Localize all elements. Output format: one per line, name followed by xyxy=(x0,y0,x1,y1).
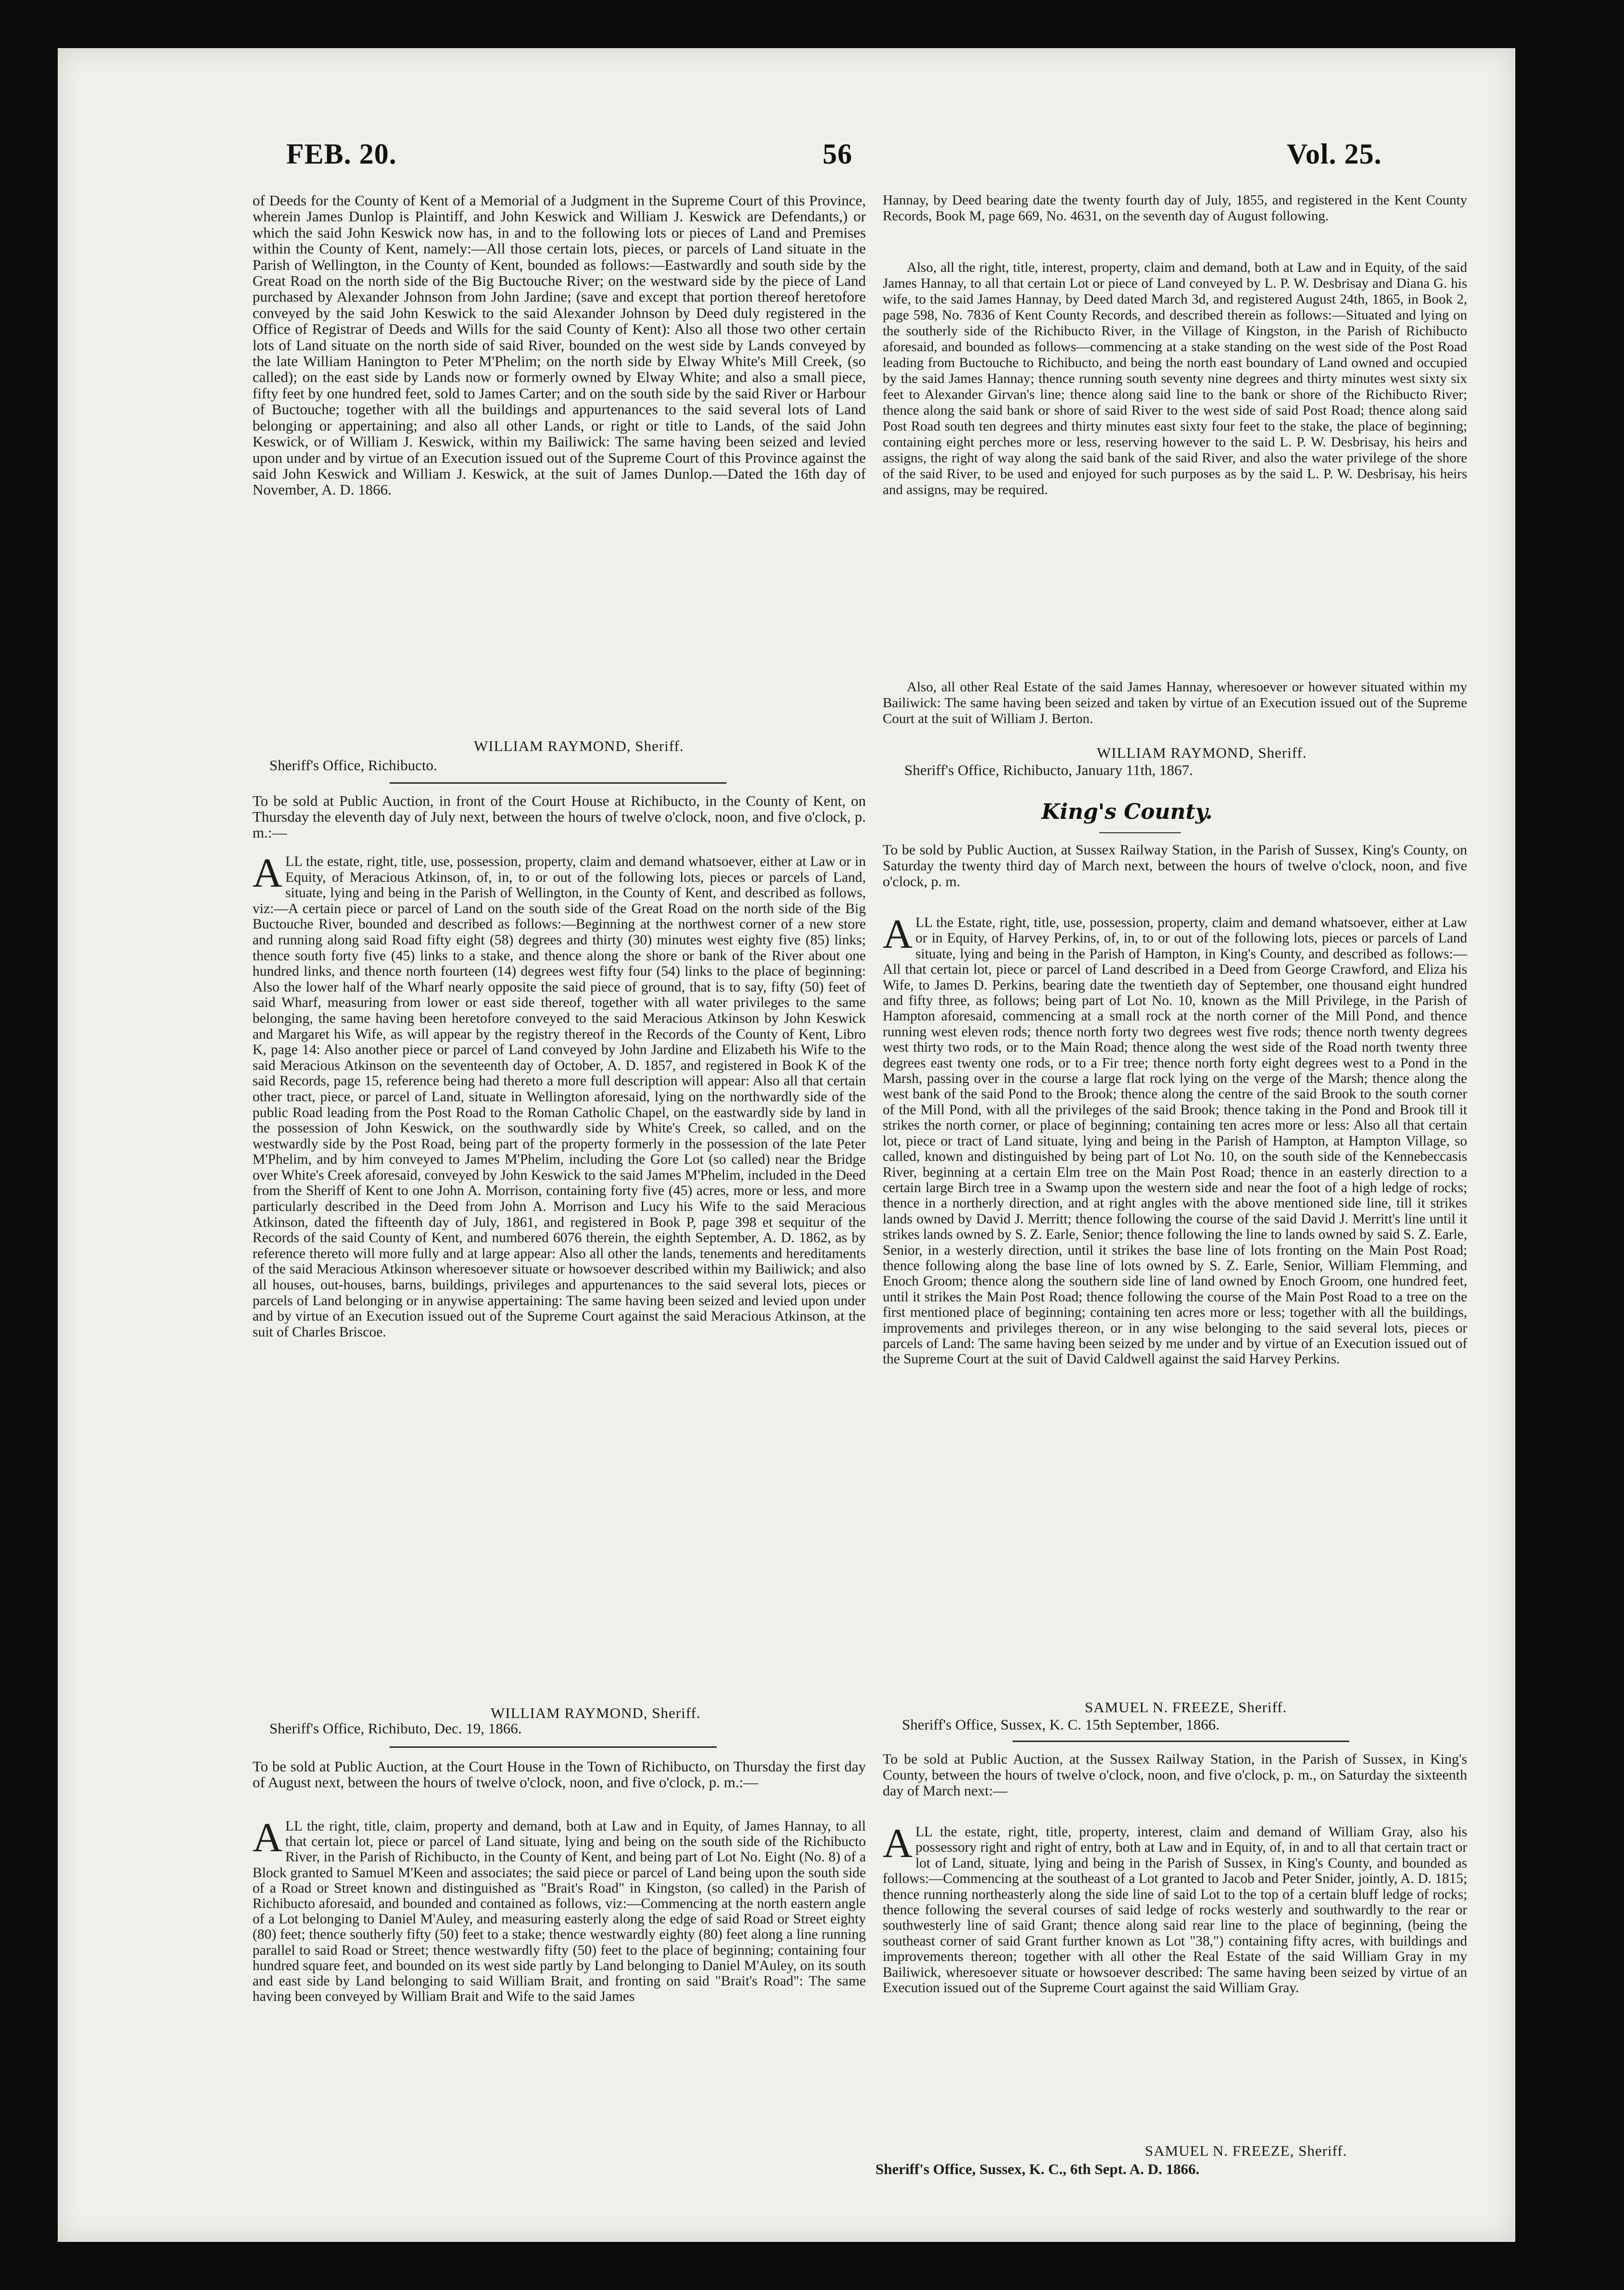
notice-perkins-text: LL the Estate, right, title, use, possession, property, claim and demand whatsoever, either at Law or in Equity, of Harvey Perkins, of, in, to or out of the following lots, pieces or parcels of Land situate, lying and being in the Parish of Hampton, in King's County, and described as follows:—All that certain lot, piece or parcel of Land described in a Deed from George Crawford, and Eliza his Wife, to James D. Perkins, bearing date the twentieth day of September, one thousand eight hundred and fifty three, as follows; being part of Lot No. 10, known as the Mill Privilege, in the Parish of Hampton aforesaid, commencing at a small rock at the north corner of the Mill Pond, and thence running west eleven rods; thence north forty two degrees west five rods; thence north twenty degrees west thirty two rods, or to the Main Road; thence along the west side of the Road north twenty three degrees east twenty one rods, or to a Fir tree; thence north forty eight degrees west to a Pond in the Marsh, passing over in the course a large flat rock lying on the verge of the Marsh; thence along the west bank of the said Pond to the Brook; thence along the centre of the said Brook to the south corner of the Mill Pond, with all the privileges of the said Brook; thence taking in the Pond and Brook till it strikes the north corner, or place of beginning; containing ten acres more or less: Also all that certain lot, piece or tract of Land situate, lying and being in the Parish of Hampton, at Hampton Village, so called, known and distinguished by being part of Lot No. 10, on the south side of the Kennebeccasis River, beginning at a certain Elm tree on the Main Post Road; thence in an easterly direction to a certain large Birch tree in a Swamp upon the western side and near the foot of a high ledge of rocks; thence in a northerly direction, and at right angles with the above mentioned side line, till it strikes lands owned by David J. Merritt; thence following the course of the said David J. Merritt's line until it strikes lands owned by S. Z. Earle, Senior; thence following the line to lands owned by said S. Z. Earle, Senior, in a westerly direction, until it strikes the base line of lots fronting on the Main Post Road; thence following along the base line of lots owned by S. Z. Earle, Senior, William Flemming, and Enoch Groom; thence along the southern side line of land owned by Enoch Groom, one hundred feet, until it strikes the Main Post Road; thence following the course of the Main Post Road to a tree on the first mentioned place of beginning; containing ten acres more or less; together with all the buildings, improvements and privileges thereon, or in any wise belonging to the said several lots, pieces or parcels of Land: The same having been seized by me under and by virtue of an Execution issued out of the Supreme Court at the suit of David Caldwell against the said Harvey Perkins. xyxy=(883,915,1467,1367)
notice-perkins-body xyxy=(883,911,1467,1694)
drop-cap: A xyxy=(883,911,913,957)
ink-blot xyxy=(1518,1758,1551,1792)
heading-underline xyxy=(1099,832,1181,833)
sheriff-signature: WILLIAM RAYMOND, Sheriff. xyxy=(474,738,684,754)
notice-hannay-other-estate: Also, all other Real Estate of the said James Hannay, wheresoever or however situated within my Bailiwick: The same having been seized and taken by virtue of an Execution issued out of the Supreme Court at the suit of William J. Berton. xyxy=(883,679,1467,726)
sheriff-office-line: Sheriff's Office, Sussex, K. C. 15th September, 1866. xyxy=(902,1716,1220,1733)
newspaper-page xyxy=(58,48,1515,2242)
notice-gray-body xyxy=(883,1820,1467,2142)
notice-hannay-intro: To be sold at Public Auction, at the Court House in the Town of Richibucto, on Thursday the first day of August next, between the hours of twelve o'clock, noon, and five o'clock, p. m.:— xyxy=(253,1758,866,1791)
sheriff-office-line: Sheriff's Office, Richibucto. xyxy=(269,757,437,774)
notice-hannay-continued: Hannay, by Deed bearing date the twenty fourth day of July, 1855, and registered in the Kent County Records, Book M, page 669, No. 4631, on the seventh day of August following. xyxy=(883,192,1467,224)
notice-divider xyxy=(390,1746,717,1748)
notice-desbrisay-lot: Also, all the right, title, interest, property, claim and demand, both at Law and in Equity, of the said James Hannay, to all that certain Lot or piece of Land conveyed by L. P. W. Desbrisay and Diana G. his wife, to the said James Hannay, by Deed dated March 3d, and registered August 24th, 1865, in Book 2, page 598, No. 7836 of Kent County Records, and described therein as follows:—Situated and lying on the southerly side of the Richibucto River, in the Village of Kingston, in the Parish of Richibucto aforesaid, and bounded as follows—commencing at a stake standing on the west side of the Post Road leading from Buctouche to Richibucto, and being the north east boundary of Land owned and occupied by the said James Hannay; thence running south seventy nine degrees and thirty minutes west sixty six feet to Alexander Girvan's line; thence along said line to the bank or shore of the Richibucto River; thence along the said bank or shore of said River to the west side of said Post Road; thence along said Post Road south ten degrees and thirty minutes east sixty four feet to the stake, the place of beginning; containing eight perches more or less, reserving however to the said L. P. W. Desbrisay, his heirs and assigns, the right of way along the said bank of the said River, and also the water privilege of the shore of the said River, to be used and enjoyed for such purposes as by the said L. P. W. Desbrisay, his heirs and assigns, may be required. xyxy=(883,260,1467,497)
notice-gray-intro: To be sold at Public Auction, at the Sussex Railway Station, in the Parish of Sussex, in King's County, between the hours of twelve o'clock, noon, and five o'clock, p. m., on Saturday the sixteenth day of March next:— xyxy=(883,1751,1467,1799)
sheriff-office-line: Sheriff's Office, Sussex, K. C., 6th Sept. A. D. 1866. xyxy=(875,2161,1200,2177)
sheriff-office-line: Sheriff's Office, Richibucto, January 11th, 1867. xyxy=(904,762,1193,778)
sheriff-signature: WILLIAM RAYMOND, Sheriff. xyxy=(1097,744,1307,761)
notice-hannay-body xyxy=(253,1814,866,2213)
drop-cap: A xyxy=(253,1814,283,1860)
drop-cap: A xyxy=(883,1820,913,1866)
sheriff-signature: WILLIAM RAYMOND, Sheriff. xyxy=(491,1705,701,1721)
notice-atkinson-text: LL the estate, right, title, use, possession, property, claim and demand whatsoever, either at Law or in Equity, of Meracious Atkinson, of, in, to or out of the following lots, pieces or parcels of Land, situate, lying and being in the Parish of Wellington, in the County of Kent, and described as follows, viz:—A certain piece or parcel of Land on the south side of the Great Road on the north side of the Big Buctouche River, bounded and described as follows:—Beginning at the northwest corner of a new store and running along said Road fifty eight (58) degrees and thirty (30) minutes west eighty five (85) links; thence south forty five (45) links to a stake, and thence along the shore or bank of the River about one hundred links, and thence north fourteen (14) degrees west fifty four (54) links to the place of beginning: Also the lower half of the Wharf nearly opposite the said piece of ground, that is to say, fifty (50) feet of said Wharf, measuring from lower or east side thereof, together with all water privileges to the same belonging, the same having been heretofore conveyed to the said Meracious Atkinson by John Keswick and Margaret his Wife, as will appear by the registry thereof in the Records of the County of Kent, Libro K, page 14: Also another piece or parcel of Land conveyed by John Jardine and Elizabeth his Wife to the said Meracious Atkinson on the seventeenth day of October, A. D. 1857, and registered in Book K of the said Records, page 15, reference being had thereto a more full description will appear: Also all that certain other tract, piece, or parcel of Land, situate in Wellington aforesaid, lying on the northwardly side of the public Road leading from the Post Road to the Roman Catholic Chapel, on the eastwardly side by land in the possession of John Keswick, on the southwardly side by White's Creek, so called, and on the westwardly side by the Post Road, being part of the property formerly in the possession of the late Peter M'Phelim, and by him conveyed to James M'Phelim, including the Gore Lot (so called) near the Bridge over White's Creek aforesaid, conveyed by John Keswick to the said James M'Phelim, included in the Deed from the Sheriff of Kent to one John A. Morrison, containing forty five (45) acres, more or less, and more particularly described in the Deed from John A. Morrison and Lucy his Wife to the said Meracious Atkinson, dated the fifteenth day of July, 1861, and registered in Book P, page 398 et sequitur of the Records of the said County of Kent, and numbered 6076 therein, the eighth September, A. D. 1862, as by reference thereto will more fully and at large appear: Also all other the lands, tenements and hereditaments of the said Meracious Atkinson wheresoever situate or howsoever described within my Bailiwick; and also all houses, out-houses, barns, buildings, privileges and appurtenances to the said several lots, pieces or parcels of Land belonging or in anywise appertaining: The same having been seized and levied upon under and by virtue of an Execution issued out of the Supreme Court against the said Meracious Atkinson, at the suit of Charles Briscoe. xyxy=(253,854,866,1340)
notice-keswick-body: of Deeds for the County of Kent of a Memorial of a Judgment in the Supreme Court of this Province, wherein James Dunlop is Plaintiff, and John Keswick and William J. Keswick are Defendants,) or which the said John Keswick now has, in and to the following lots or pieces of Land and Premises within the County of Kent, namely:—All those certain lots, pieces, or parcels of Land situate in the Parish of Wellington, in the County of Kent, bounded as follows:—Eastwardly and south side by the Great Road on the north side of the Big Buctouche River; on the westward side by the piece of Land purchased by Alexander Johnson from John Jardine; (save and except that portion thereof heretofore conveyed by the said John Keswick to the said Alexander Johnson by Deed duly registered in the Office of Registrar of Deeds and Wills for the said County of Kent): Also all those two other certain lots of Land situate on the north side of said River, bounded on the west side by Lands conveyed by the late William Hanington to Peter M'Phelim; on the north side by Elway White's Mill Creek, (so called); on the east side by Lands now or formerly owned by Elway White; and also a small piece, fifty feet by one hundred feet, sold to James Carter; and on the south side by the said River or Harbour of Buctouche; together with all the buildings and appurtenances to the said several lots of Land belonging or appertaining; and also all other Lands, or right or title to Lands, of the said John Keswick, or of William J. Keswick, within my Bailiwick: The same having been seized and levied upon under and by virtue of an Execution issued out of the Supreme Court of this Province against the said John Keswick and William J. Keswick, at the suit of James Dunlop.—Dated the 16th day of November, A. D. 1866. xyxy=(253,192,866,498)
notice-divider xyxy=(1013,1741,1349,1742)
notice-perkins-intro: To be sold by Public Auction, at Sussex Railway Station, in the Parish of Sussex, King's County, on Saturday the twenty third day of March next, between the hours of twelve o'clock, noon, and five o'clock, p. m. xyxy=(883,842,1467,890)
notice-divider xyxy=(390,782,726,784)
issue-date: FEB. 20. xyxy=(286,138,397,170)
ink-blot xyxy=(1532,443,1546,467)
sheriff-office-line: Sheriff's Office, Richibuto, Dec. 19, 1866. xyxy=(269,1720,522,1737)
page-number: 56 xyxy=(823,138,852,170)
volume-label: Vol. 25. xyxy=(1287,138,1382,170)
notice-atkinson-body xyxy=(253,850,866,1677)
notice-gray-text: LL the estate, right, title, property, interest, claim and demand of William Gray, also his possessory right and right of entry, both at Law and in Equity, of, in and to all that certain tract or lot of Land, situate, lying and being in the Parish of Sussex, in King's County, and bounded as follows:—Commencing at the southeast of a Lot granted to Jacob and Peter Snider, jointly, A. D. 1815; thence running northeasterly along the side line of said Lot to the top of a certain bluff ledge of rocks; thence following the several courses of said ledge of rocks westerly and southwardly to the rear or southwesterly line of said Grant; thence along said rear line to the place of beginning, (being the southeast corner of said Grant further known as Lot "38,") containing fifty acres, with buildings and improvements thereon; together with all other the Real Estate of the said William Gray in my Bailiwick, wheresoever situate or howsoever described: The same having been seized by virtue of an Execution issued out of the Supreme Court against the said William Gray. xyxy=(883,1824,1467,1996)
notice-hannay-text: LL the right, title, claim, property and demand, both at Law and in Equity, of James Hannay, to all that certain lot, piece or parcel of Land situate, lying and being on the south side of the Richibucto River, in the Parish of Richibucto, in the County of Kent, and being part of Lot No. Eight (No. 8) of a Block granted to Samuel M'Keen and associates; the said piece or parcel of Land being upon the south side of a Road or Street known and distinguished as "Brait's Road" in Kingston, (so called) in the Parish of Richibucto aforesaid, and bounded and contained as follows, viz:—Commencing at the north eastern angle of a Lot belonging to Daniel M'Auley, and measuring easterly along the edge of said Road or Street eighty (80) feet; thence southerly fifty (50) feet to a stake; thence westwardly eighty (80) feet along a line running parallel to said Road or Street; thence westwardly fifty (50) feet to the place of beginning; containing four hundred square feet, and bounded on its west side partly by Land belonging to Daniel M'Auley, on its south and east side by Land belonging to said William Brait, and fronting on said "Brait's Road": The same having been conveyed by William Brait and Wife to the said James xyxy=(253,1819,866,2005)
section-heading-kings-county: King's County. xyxy=(1041,800,1213,824)
sheriff-signature: SAMUEL N. FREEZE, Sheriff. xyxy=(1145,2142,1347,2159)
sheriff-signature: SAMUEL N. FREEZE, Sheriff. xyxy=(1085,1699,1287,1716)
notice-atkinson-intro: To be sold at Public Auction, in front of the Court House at Richibucto, in the County of Kent, on Thursday the eleventh day of July next, between the hours of twelve o'clock, noon, and five o'clock, p. m.:— xyxy=(253,792,866,841)
drop-cap: A xyxy=(253,850,283,896)
